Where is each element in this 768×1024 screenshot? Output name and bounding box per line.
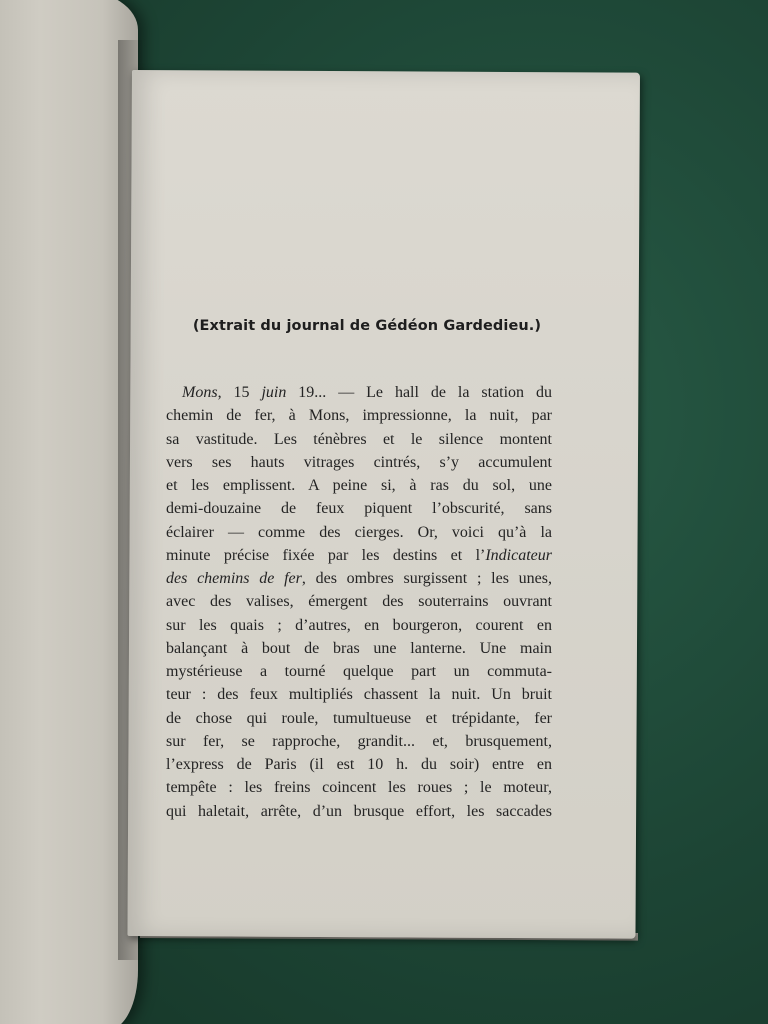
text-line [166,776,552,799]
text-run: vers ses hauts vitrages cintrés, s’y accumulent [166,453,552,471]
text-line [166,614,552,637]
page-heading: (Extrait du journal de Gédéon Gardedieu.) [192,318,542,334]
text-run: , des ombres surgissent ; les unes, [301,570,552,587]
text-run: , 15 [217,384,262,401]
text-run: balançant à bout de bras une lanterne. Une main [166,639,552,657]
text-line [166,404,552,427]
italic-text-run: Indicateur [485,546,552,564]
text-line [166,567,552,590]
text-line [166,497,552,520]
text-line [166,381,552,404]
text-run: minute précise fixée par les destins et l’ [166,546,486,564]
text-run: de chose qui roule, tumultueuse et trépidante, fer [166,709,552,727]
text-line [166,660,552,683]
text-line [166,521,552,544]
text-line [166,753,552,776]
text-run: sur les quais ; d’autres, en bourgeron, courent en [166,616,552,634]
italic-text-run: juin [261,384,287,401]
text-line [166,730,552,753]
text-run: l’express de Paris (il est 10 h. du soir) entre en [166,756,552,773]
text-run: tempête : les freins coincent les roues ; le moteur, [166,779,552,797]
text-run: avec des valises, émergent des souterrains ouvrant [166,593,552,611]
text-line [166,590,552,613]
text-line [166,451,552,474]
text-run: 19... — Le hall de la station du [286,384,552,401]
text-run: teur : des feux multipliés chassent la nuit. Un bruit [166,686,552,704]
text-line [166,707,552,730]
text-run: qui haletait, arrête, d’un brusque effort, les saccades [166,802,552,820]
body-paragraph [166,381,552,823]
italic-text-run: Mons [182,384,218,401]
text-run: éclairer — comme des cierges. Or, voici qu’à la [166,523,552,541]
text-run: sa vastitude. Les ténèbres et le silence montent [166,430,552,448]
text-run: mystérieuse a tourné quelque part un commuta- [166,663,552,680]
text-run: chemin de fer, à Mons, impressionne, la nuit, par [166,407,552,425]
text-line [166,637,552,660]
italic-text-run: des chemins de fer [166,570,302,587]
text-line [166,474,552,497]
text-run: sur fer, se rapproche, grandit... et, brusquement, [166,732,552,750]
text-line [166,683,552,706]
text-run: et les emplissent. A peine si, à ras du sol, une [166,477,552,494]
text-run: demi-douzaine de feux piquent l’obscurité, sans [166,500,552,518]
text-line [166,428,552,451]
text-line [166,800,552,823]
text-line [166,544,552,567]
